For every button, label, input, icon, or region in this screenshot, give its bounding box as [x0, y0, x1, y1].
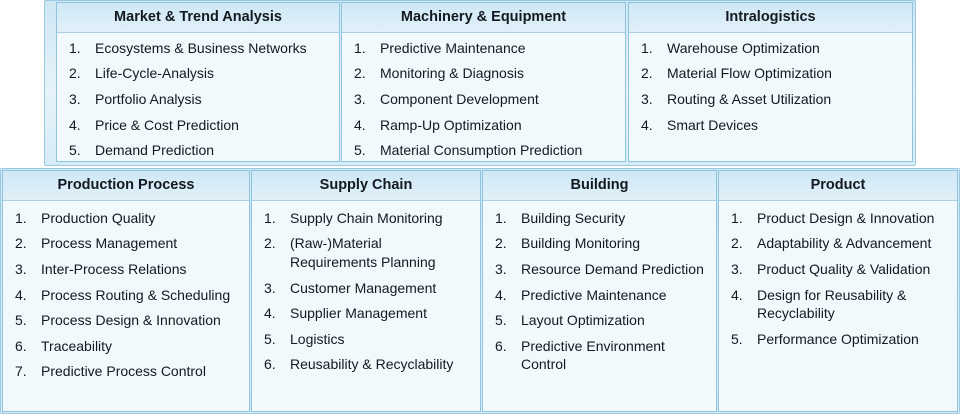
- card-building[interactable]: [482, 170, 717, 412]
- list-item: Supplier Management: [290, 305, 427, 322]
- list-item: Routing & Asset Utilization: [667, 90, 832, 107]
- list-item: Design for Reusability & Recyclability: [757, 286, 907, 322]
- card-intralogistics[interactable]: [628, 2, 913, 162]
- card-body: [719, 201, 957, 411]
- card-market-trend-analysis[interactable]: [56, 2, 340, 162]
- item-list: [350, 39, 617, 160]
- list-item: Product Design & Innovation: [757, 209, 935, 226]
- card-body: [3, 201, 249, 411]
- list-item: Ecosystems & Business Networks: [95, 39, 307, 56]
- card-title: Production Process: [3, 171, 249, 201]
- list-item: Layout Optimization: [521, 312, 645, 329]
- list-item: Predictive Environment Control: [521, 337, 665, 373]
- card-supply-chain[interactable]: [251, 170, 481, 412]
- list-item: Price & Cost Prediction: [95, 116, 239, 133]
- card-body: [57, 33, 339, 173]
- list-item: Ramp-Up Optimization: [380, 116, 522, 133]
- list-item: Material Consumption Prediction: [380, 142, 583, 159]
- item-list: [727, 209, 949, 349]
- card-body: [252, 201, 480, 411]
- item-list: [11, 209, 241, 381]
- list-item: Predictive Maintenance: [380, 39, 526, 56]
- list-item: Building Security: [521, 209, 626, 226]
- list-item: Performance Optimization: [757, 330, 919, 347]
- card-product[interactable]: [718, 170, 958, 412]
- item-list: [65, 39, 331, 160]
- list-item: Component Development: [380, 90, 539, 107]
- item-list: [637, 39, 904, 134]
- list-item: Monitoring & Diagnosis: [380, 65, 524, 82]
- card-machinery-equipment[interactable]: [341, 2, 626, 162]
- list-item: (Raw-)Material Requirements Planning: [290, 235, 436, 270]
- list-item: Product Quality & Validation: [757, 260, 931, 277]
- list-item: Customer Management: [290, 279, 437, 296]
- list-item: Process Management: [41, 235, 178, 252]
- list-item: Material Flow Optimization: [667, 65, 832, 82]
- list-item: Demand Prediction: [95, 142, 215, 159]
- list-item: Process Design & Innovation: [41, 312, 221, 329]
- list-item: Adaptability & Advancement: [757, 235, 932, 252]
- list-item: Traceability: [41, 337, 113, 354]
- item-list: [491, 209, 708, 374]
- card-body: [483, 201, 716, 411]
- list-item: Building Monitoring: [521, 235, 641, 252]
- card-body: [629, 33, 912, 161]
- list-item: Smart Devices: [667, 116, 759, 133]
- card-title: Building: [483, 171, 716, 201]
- list-item: Process Routing & Scheduling: [41, 286, 231, 303]
- card-production-process[interactable]: [2, 170, 250, 412]
- list-item: Logistics: [290, 330, 345, 347]
- card-title: Intralogistics: [629, 3, 912, 33]
- card-title: Market & Trend Analysis: [57, 3, 339, 33]
- card-title: Supply Chain: [252, 171, 480, 201]
- list-item: Warehouse Optimization: [667, 39, 820, 56]
- item-list: [260, 209, 472, 374]
- list-item: Inter-Process Relations: [41, 260, 187, 277]
- list-item: Supply Chain Monitoring: [290, 209, 443, 226]
- card-body: [342, 33, 625, 173]
- list-item: Predictive Process Control: [41, 363, 206, 380]
- list-item: Portfolio Analysis: [95, 90, 202, 107]
- card-title: Machinery & Equipment: [342, 3, 625, 33]
- card-title: Product: [719, 171, 957, 201]
- list-item: Reusability & Recyclability: [290, 356, 454, 373]
- list-item: Predictive Maintenance: [521, 286, 667, 303]
- list-item: Production Quality: [41, 209, 156, 226]
- list-item: Life-Cycle-Analysis: [95, 65, 215, 82]
- list-item: Resource Demand Prediction: [521, 260, 704, 277]
